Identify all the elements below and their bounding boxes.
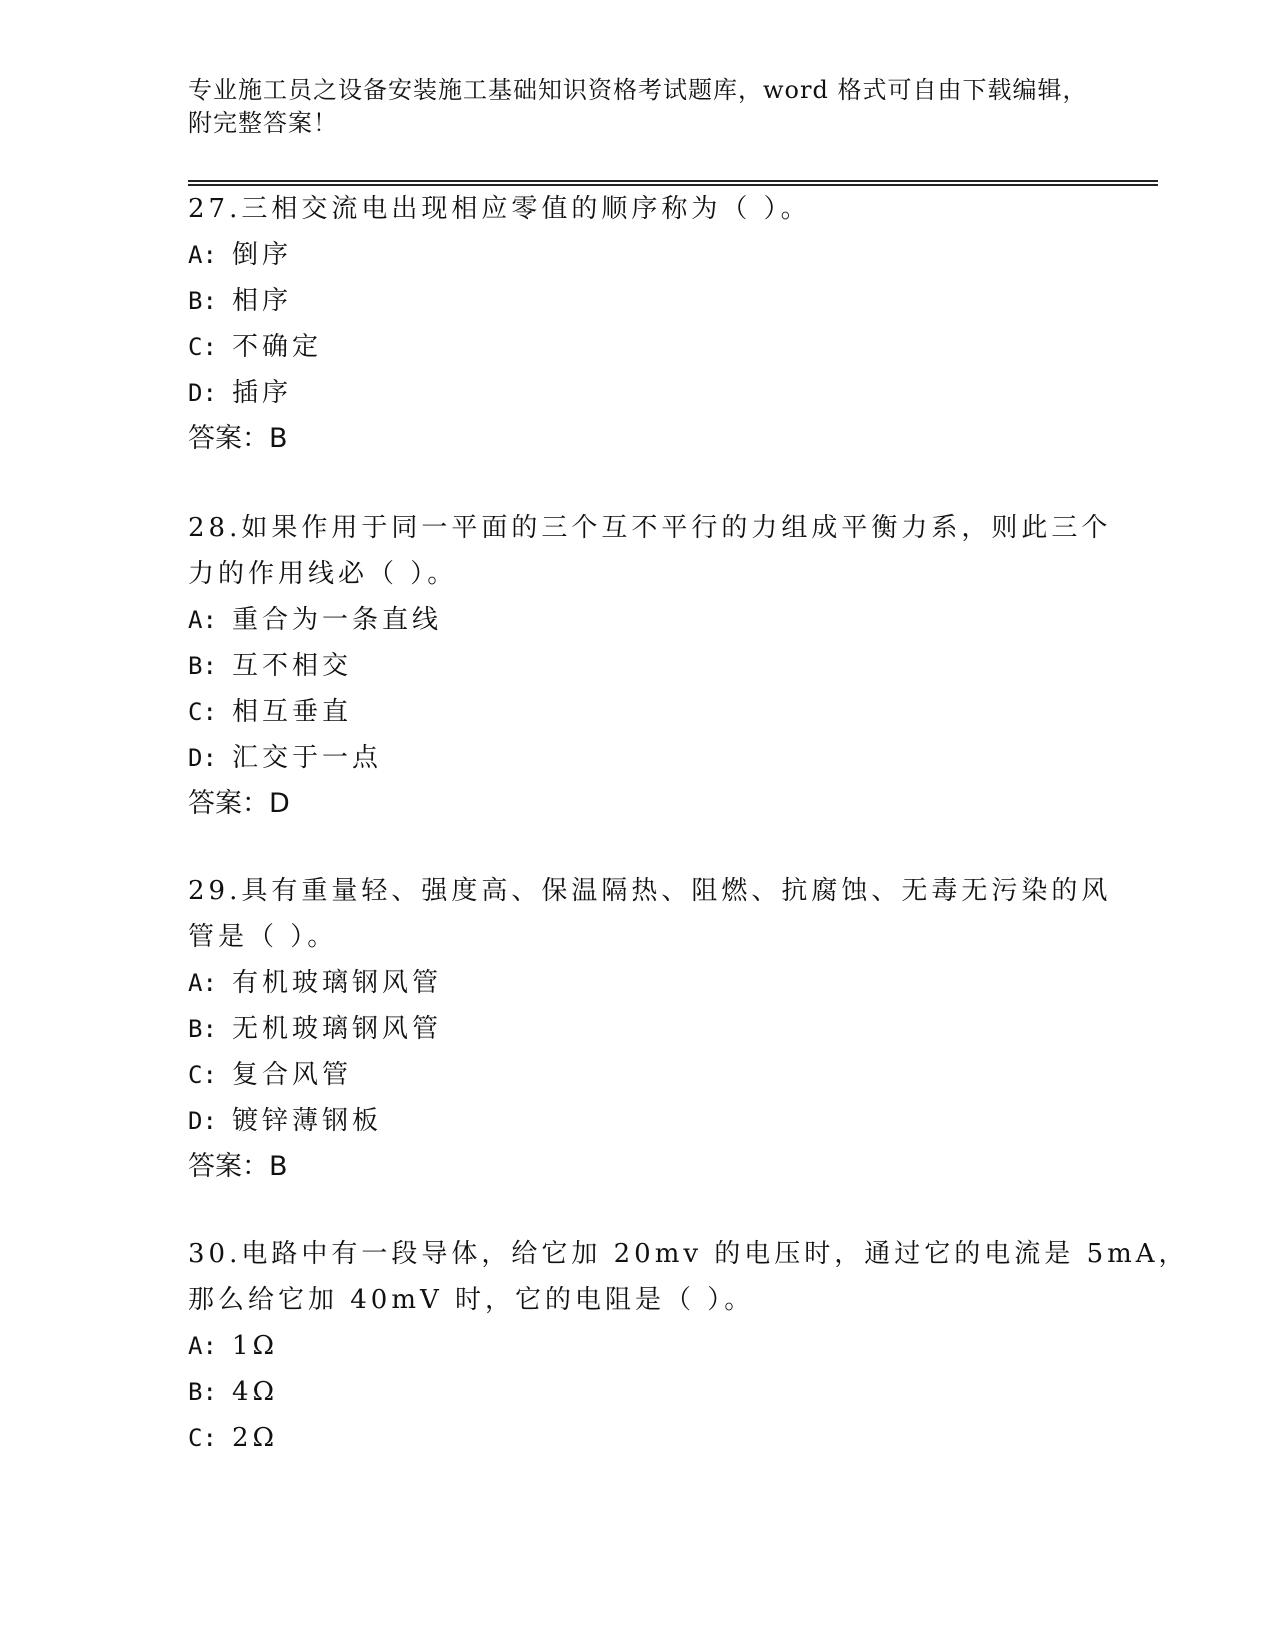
question-text-line: 管是（ ）。 xyxy=(188,922,338,952)
option-text: 镀锌薄钢板 xyxy=(232,1106,383,1136)
option-text: 有机玻璃钢风管 xyxy=(232,968,443,998)
option-letter: D: xyxy=(188,379,217,407)
option-text: 4Ω xyxy=(232,1377,279,1407)
option-c xyxy=(188,1052,1088,1098)
option-text: 无机玻璃钢风管 xyxy=(232,1014,443,1044)
option-letter: B: xyxy=(188,1015,217,1043)
document-header xyxy=(188,74,1088,140)
question-28 xyxy=(188,505,1112,827)
question-text-line: 29.具有重量轻、强度高、保温隔热、阻燃、抗腐蚀、无毒无污染的风 xyxy=(188,876,1112,906)
option-letter: D: xyxy=(188,744,217,772)
option-b xyxy=(188,278,1088,324)
option-text: 复合风管 xyxy=(232,1060,353,1090)
option-a xyxy=(188,597,1088,643)
option-letter: A: xyxy=(188,969,217,997)
option-b xyxy=(188,1006,1088,1052)
answer-label: 答案：D xyxy=(188,788,290,819)
option-c xyxy=(188,689,1088,735)
option-letter: C: xyxy=(188,1061,217,1089)
option-letter: A: xyxy=(188,1332,217,1360)
answer-label: 答案：B xyxy=(188,1151,288,1182)
option-letter: C: xyxy=(188,698,217,726)
question-30 xyxy=(188,1231,1189,1461)
option-c xyxy=(188,1415,1088,1461)
option-letter: B: xyxy=(188,1378,217,1406)
option-a xyxy=(188,960,1088,1006)
option-letter: D: xyxy=(188,1107,217,1135)
option-text: 互不相交 xyxy=(232,651,353,681)
question-27 xyxy=(188,186,1088,462)
question-text-line: 28.如果作用于同一平面的三个互不平行的力组成平衡力系，则此三个 xyxy=(188,513,1112,543)
header-rule-top xyxy=(188,180,1158,182)
option-d xyxy=(188,1098,1088,1144)
option-letter: C: xyxy=(188,333,217,361)
option-c xyxy=(188,324,1088,370)
option-letter: A: xyxy=(188,241,217,269)
option-text: 相互垂直 xyxy=(232,697,353,727)
option-letter: B: xyxy=(188,652,217,680)
option-letter: C: xyxy=(188,1424,217,1452)
question-text-line: 27.三相交流电出现相应零值的顺序称为（ ）。 xyxy=(188,194,811,224)
question-text-line: 那么给它加 40mV 时，它的电阻是（ ）。 xyxy=(188,1285,755,1315)
option-a xyxy=(188,232,1088,278)
option-letter: A: xyxy=(188,606,217,634)
option-text: 倒序 xyxy=(232,240,293,270)
option-text: 汇交于一点 xyxy=(232,743,383,773)
option-letter: B: xyxy=(188,287,217,315)
question-text-line: 30.电路中有一段导体，给它加 20mv 的电压时，通过它的电流是 5mA， xyxy=(188,1239,1189,1269)
header-line-1: 专业施工员之设备安装施工基础知识资格考试题库，word 格式可自由下载编辑， xyxy=(188,76,1088,104)
option-a xyxy=(188,1323,1088,1369)
option-text: 插序 xyxy=(232,378,293,408)
option-text: 重合为一条直线 xyxy=(232,605,443,635)
option-text: 2Ω xyxy=(232,1423,279,1453)
option-d xyxy=(188,735,1088,781)
header-line-2: 附完整答案！ xyxy=(188,109,338,137)
option-b xyxy=(188,643,1088,689)
option-b xyxy=(188,1369,1088,1415)
option-text: 不确定 xyxy=(232,332,323,362)
question-29 xyxy=(188,868,1112,1190)
option-text: 相序 xyxy=(232,286,293,316)
question-text-line: 力的作用线必（ ）。 xyxy=(188,559,458,589)
answer-label: 答案：B xyxy=(188,423,288,454)
option-text: 1Ω xyxy=(232,1331,279,1361)
option-d xyxy=(188,370,1088,416)
